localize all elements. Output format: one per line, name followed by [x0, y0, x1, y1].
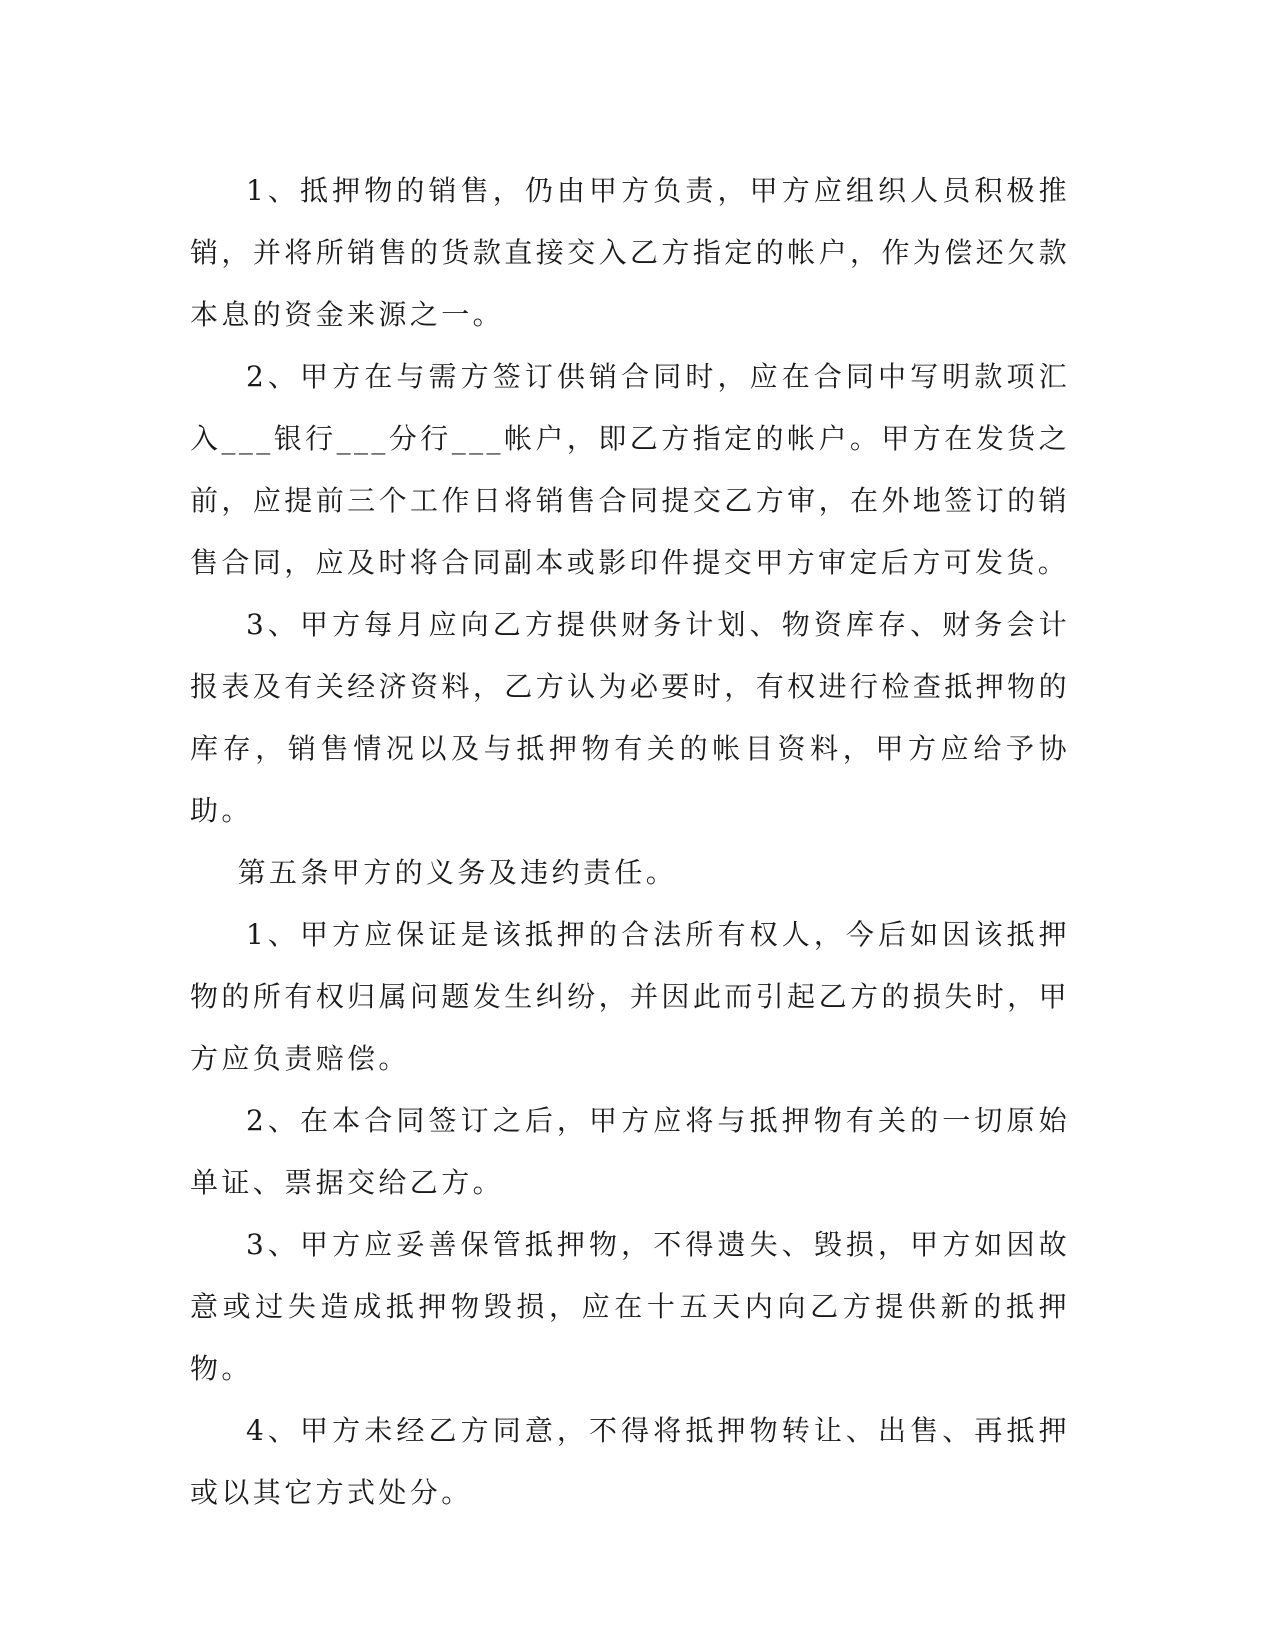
- paragraph-6: 3、甲方应妥善保管抵押物，不得遗失、毁损，甲方如因故意或过失造成抵押物毁损，应在十五天内向乙方提供新的抵押物。: [190, 1228, 1070, 1385]
- paragraph-4: 1、甲方应保证是该抵押的合法所有权人，今后如因该抵押物的所有权归属问题发生纠纷，并因此而引起乙方的损失时，甲方应负责赔偿。: [190, 918, 1070, 1075]
- paragraph-1: 1、抵押物的销售，仍由甲方负责，甲方应组织人员积极推销，并将所销售的货款直接交入乙方指定的帐户，作为偿还欠款本息的资金来源之一。: [190, 174, 1070, 331]
- paragraph-5: 2、在本合同签订之后，甲方应将与抵押物有关的一切原始单证、票据交给乙方。: [190, 1104, 1070, 1199]
- section-heading: 第五条甲方的义务及违约责任。: [237, 856, 678, 889]
- paragraph-2: 2、甲方在与需方签订供销合同时，应在合同中写明款项汇入___银行___分行___帐户，即乙方指定的帐户。甲方在发货之前，应提前三个工作日将销售合同提交乙方审，在外地签订的销售合同，应及时将合同副本或影印件提交甲方审定后方可发货。: [190, 360, 1070, 579]
- document-body: [190, 160, 1070, 1524]
- paragraph-3: 3、甲方每月应向乙方提供财务计划、物资库存、财务会计报表及有关经济资料，乙方认为必要时，有权进行检查抵押物的库存，销售情况以及与抵押物有关的帐目资料，甲方应给予协助。: [190, 608, 1070, 827]
- paragraph-7: 4、甲方未经乙方同意，不得将抵押物转让、出售、再抵押或以其它方式处分。: [190, 1414, 1070, 1509]
